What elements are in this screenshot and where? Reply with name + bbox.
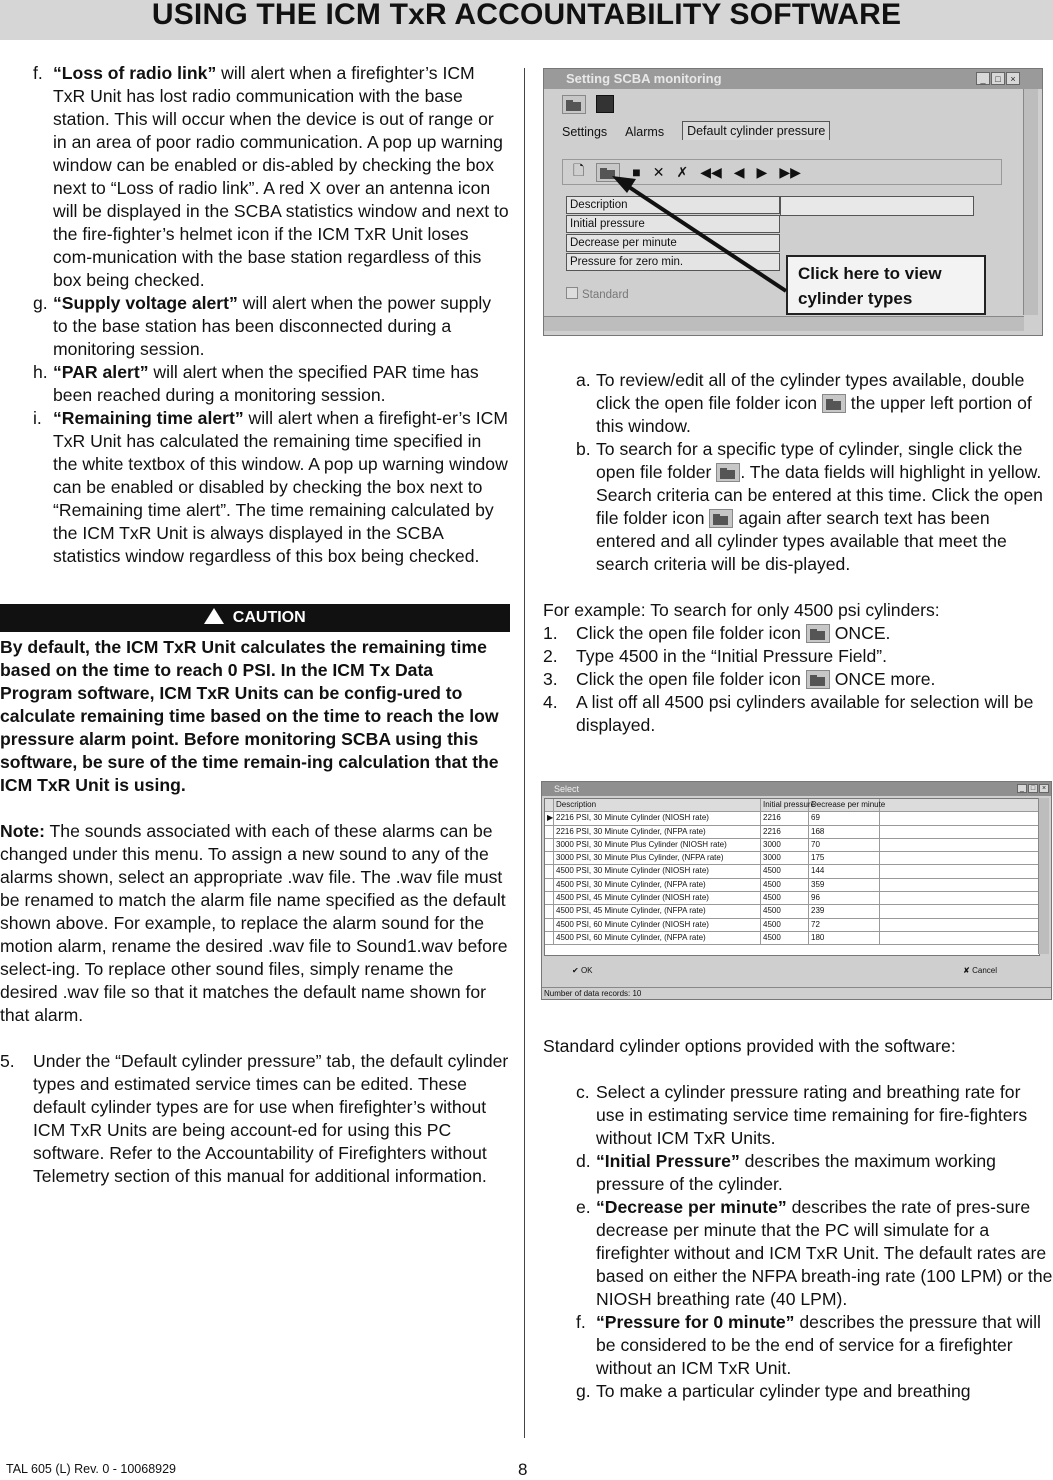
table-cell: 70 (809, 839, 880, 851)
left-column (0, 62, 510, 1188)
list-item: g. “Supply voltage alert” will alert when the power supply to the base station has been disconnected during a monitoring session. (33, 293, 492, 359)
row-selector (545, 839, 554, 851)
ok-button[interactable]: ✔ OK (572, 966, 593, 975)
field-label: Description (566, 196, 780, 214)
row-selector (545, 826, 554, 838)
column-header[interactable]: Decrease per minute (809, 799, 880, 811)
check-icon: ✔ (572, 966, 581, 975)
open-folder-icon (822, 394, 846, 413)
maximize-button[interactable]: □ (1028, 784, 1038, 793)
document-id: TAL 605 (L) Rev. 0 - 10068929 (6, 1462, 177, 1476)
table-cell: 4500 PSI, 60 Minute Cylinder (NIOSH rate) (554, 919, 761, 931)
example-step: 1. Click the open file folder icon ONCE. (543, 623, 891, 643)
item-term: “PAR alert” (53, 362, 149, 382)
prev-record-icon[interactable]: ◀ (733, 163, 745, 180)
maximize-button[interactable]: □ (991, 72, 1005, 85)
open-folder-icon (806, 624, 830, 643)
page-header (0, 0, 1053, 40)
cancel-icon[interactable]: ✗ (676, 163, 689, 180)
field-label: Pressure for zero min. (566, 253, 780, 271)
cancel-button[interactable]: ✘ Cancel (963, 966, 997, 975)
window-title: Setting SCBA monitoring (544, 69, 1042, 89)
list-item: d. “Initial Pressure” describes the maximum working pressure of the cylinder. (576, 1151, 996, 1194)
table-cell: 239 (809, 905, 880, 917)
column-header[interactable]: Initial pressure (761, 799, 809, 811)
table-cell: 4500 PSI, 45 Minute Cylinder (NIOSH rate) (554, 892, 761, 904)
step-5: 5. Under the “Default cylinder pressure” tab, the default cylinder types and estimated service times can be edited. These default cylinder types are for use when firefighter’s without ICM TxR Units are being account-ed for using this PC software. Refer to the Accountability of Firefighters without Telemetry section of this manual for additional information. (0, 1051, 509, 1186)
example-step: 2. Type 4500 in the “Initial Pressure Field”. (543, 646, 887, 666)
cancel-icon: ✘ (963, 966, 973, 975)
horizontal-scrollbar[interactable] (544, 316, 1024, 331)
row-selector (545, 892, 554, 904)
open-folder-icon (716, 463, 740, 482)
table-cell: 4500 PSI, 60 Minute Cylinder, (NFPA rate) (554, 932, 761, 944)
page-number: 8 (518, 1460, 528, 1479)
delete-icon[interactable]: ✕ (652, 163, 665, 180)
table-cell: 359 (809, 879, 880, 891)
close-button[interactable]: × (1006, 72, 1020, 85)
item-text: will alert when a firefighter’s ICM TxR Unit has lost radio communication with the base station. This will occur when the device is out of range or in an area of poor radio communication. A pop up warning window can be enabled or dis-abled by checking the box next to “Loss of radio link”. A red X over an antenna icon will be displayed in the SCBA statistics window and next to the fire-fighter’s helmet icon if the ICM TxR Unit loses com-munication with the base station regardless of this box being checked. (53, 63, 509, 290)
last-record-icon[interactable]: ▶▶ (779, 163, 801, 180)
table-cell: 3000 (761, 852, 809, 864)
standard-checkbox[interactable]: Standard (566, 287, 629, 301)
table-cell: 2216 (761, 826, 809, 838)
table-cell: 175 (809, 852, 880, 864)
table-row[interactable] (545, 919, 1039, 932)
item-text: will alert when a firefight-er’s ICM TxR Unit has calculated the remaining time specified in the white textbox of this window. A pop up warning window can be enabled or disabled by checking the box next to “Remaining time alert”. The time remaining calculated by the ICM TxR Unit is always displayed in the SCBA statistics window regardless of this box being checked. (53, 408, 508, 566)
field-label: Decrease per minute (566, 234, 780, 252)
caution-label: CAUTION (232, 609, 306, 626)
grid-header (545, 799, 1039, 812)
table-cell: 2216 PSI, 30 Minute Cylinder (NIOSH rate) (554, 812, 761, 824)
table-cell: 4500 PSI, 45 Minute Cylinder, (NFPA rate) (554, 905, 761, 917)
save-icon[interactable]: ■ (632, 164, 641, 180)
field-label: Initial pressure (566, 215, 780, 233)
vertical-scrollbar[interactable] (1038, 798, 1049, 954)
table-cell: 4500 (761, 932, 809, 944)
window-controls (1017, 784, 1049, 793)
list-item: b. To search for a specific type of cylinder, single click the open file folder . The data fields will highlight in yellow. Search criteria can be entered at this time. Click the open file folder icon again after search text has been entered and all cylinder types available that meet the search criteria will be dis-played. (576, 439, 1043, 574)
item-term: “Supply voltage alert” (53, 293, 238, 313)
list-item: a. To review/edit all of the cylinder types available, double click the open file folder icon the upper left portion of this window. (576, 370, 1032, 436)
table-cell: 72 (809, 919, 880, 931)
table-row[interactable] (545, 892, 1039, 905)
first-record-icon[interactable]: ◀◀ (700, 163, 722, 180)
tab-default-cylinder-pressure[interactable]: Default cylinder pressure (682, 121, 830, 140)
cylinder-grid (544, 798, 1040, 956)
close-button[interactable]: × (1039, 784, 1049, 793)
table-cell: 180 (809, 932, 880, 944)
table-cell: 4500 PSI, 30 Minute Cylinder, (NFPA rate) (554, 879, 761, 891)
table-cell: 2216 (761, 812, 809, 824)
tab-alarms[interactable]: Alarms (625, 125, 665, 139)
column-divider (524, 68, 525, 1438)
table-row[interactable] (545, 852, 1039, 865)
item-term: “Remaining time alert” (53, 408, 244, 428)
table-row[interactable] (545, 826, 1039, 839)
row-selector (545, 919, 554, 931)
list-item: g. To make a particular cylinder type and breathing (576, 1381, 971, 1401)
select-cylinder-window (541, 781, 1052, 1000)
table-cell: 4500 (761, 892, 809, 904)
page-title: USING THE ICM TxR ACCOUNTABILITY SOFTWARE (151, 0, 902, 31)
row-pointer-icon: ▶ (545, 812, 554, 824)
table-cell: 3000 PSI, 30 Minute Plus Cylinder, (NFPA rate) (554, 852, 761, 864)
row-selector (545, 865, 554, 877)
caution-text: By default, the ICM TxR Unit calculates the remaining time based on the time to reach 0 PSI. In the ICM Tx Data Program software, ICM TxR Units can be config-ured to calculate remaining time based on the time to reach the low pressure alarm point. Before monitoring SCBA using this software, be sure of the time remain-ing calculation that the ICM TxR Unit is using. (0, 637, 499, 795)
table-cell: 4500 PSI, 30 Minute Cylinder (NIOSH rate) (554, 865, 761, 877)
table-cell: 69 (809, 812, 880, 824)
open-folder-icon (806, 670, 830, 689)
table-cell: 2216 PSI, 30 Minute Cylinder, (NFPA rate) (554, 826, 761, 838)
status-bar: Number of data records: 10 (542, 987, 1051, 999)
callout-box: Click here to view cylinder types (786, 255, 986, 315)
window-title: Select (542, 782, 1051, 796)
vertical-scrollbar[interactable] (1023, 89, 1038, 315)
table-cell: 144 (809, 865, 880, 877)
column-header[interactable]: Description (554, 799, 761, 811)
table-cell: 4500 (761, 919, 809, 931)
item-text: will alert when the specified PAR time has been reached during a monitoring session. (53, 362, 479, 405)
example-intro: For example: To search for only 4500 psi cylinders: (543, 600, 940, 620)
minimize-button[interactable]: _ (1017, 784, 1027, 793)
row-selector (545, 932, 554, 944)
item-term: “Loss of radio link” (53, 63, 217, 83)
list-item: h. “PAR alert” will alert when the specified PAR time has been reached during a monitoring session. (33, 362, 479, 405)
scba-monitoring-window (543, 68, 1043, 336)
next-record-icon[interactable]: ▶ (756, 163, 768, 180)
new-icon[interactable]: 🗋 (573, 162, 585, 178)
table-row[interactable] (545, 932, 1039, 945)
table-row[interactable] (545, 905, 1039, 918)
warning-icon (204, 608, 224, 624)
table-row[interactable] (545, 812, 1039, 825)
open-folder-icon (709, 509, 733, 528)
example-step: 4. A list off all 4500 psi cylinders available for selection will be displayed. (543, 692, 1034, 735)
table-cell: 3000 PSI, 30 Minute Plus Cylinder (NIOSH rate) (554, 839, 761, 851)
table-cell: 4500 (761, 865, 809, 877)
callout-arrow (544, 69, 1044, 337)
standard-intro: Standard cylinder options provided with the software: (543, 1036, 956, 1056)
row-selector (545, 852, 554, 864)
list-item: f. “Pressure for 0 minute” describes the pressure that will be considered to be the end of service for a firefighter without an ICM TxR Unit. (576, 1312, 1041, 1378)
table-cell: 4500 (761, 879, 809, 891)
minimize-button[interactable]: _ (976, 72, 990, 85)
tab-settings[interactable]: Settings (562, 125, 608, 139)
table-cell: 4500 (761, 905, 809, 917)
row-selector (545, 879, 554, 891)
table-cell: 3000 (761, 839, 809, 851)
list-item: i. “Remaining time alert” will alert when a firefight-er’s ICM TxR Unit has calculated the remaining time specified in the white textbox of this window. A pop up warning window can be enabled or disabled by checking the box next to “Remaining time alert”. The time remaining calculated by the ICM TxR Unit is always displayed in the SCBA statistics window regardless of this box being checked. (33, 408, 508, 566)
list-item: e. “Decrease per minute” describes the rate of pres-sure decrease per minute that the PC will simulate for a firefighter without and ICM TxR Unit. The default rates are based on either the NFPA breath-ing rate (100 LPM) or the NIOSH breathing rate (40 LPM). (576, 1197, 1053, 1309)
row-selector (545, 905, 554, 917)
example-step: 3. Click the open file folder icon ONCE more. (543, 669, 936, 689)
item-text: will alert when the power supply to the base station has been disconnected during a monitoring session. (53, 293, 492, 359)
table-row[interactable] (545, 839, 1039, 852)
list-item: c. Select a cylinder pressure rating and breathing rate for use in estimating service time remaining for fire-fighters without ICM TxR Units. (576, 1082, 1028, 1148)
table-cell: 168 (809, 826, 880, 838)
table-cell: 96 (809, 892, 880, 904)
table-row[interactable] (545, 879, 1039, 892)
list-item: f. “Loss of radio link” will alert when a firefighter’s ICM TxR Unit has lost radio communication with the base station. This will occur when the device is out of range or in an area of poor radio communication. A pop up warning window can be enabled or dis-abled by checking the box next to “Loss of radio link”. A red X over an antenna icon will be displayed in the SCBA statistics window and next to the fire-fighter’s helmet icon if the ICM TxR Unit loses com-munication with the base station regardless of this box being checked. (33, 63, 509, 290)
caution-banner (0, 604, 510, 632)
table-row[interactable] (545, 865, 1039, 878)
note-paragraph: Note: The sounds associated with each of these alarms can be changed under this menu. To assign a new sound to any of the alarms shown, select an appropriate .wav file. The .wav file must be renamed to match the alarm file name specified as the default shown above. For example, to replace the alarm sound for the motion alarm, rename the desired .wav file to Sound1.wav before select-ing. To replace other sound files, simply rename the desired .wav file so that it matches the default name shown for that alarm. (0, 821, 508, 1025)
